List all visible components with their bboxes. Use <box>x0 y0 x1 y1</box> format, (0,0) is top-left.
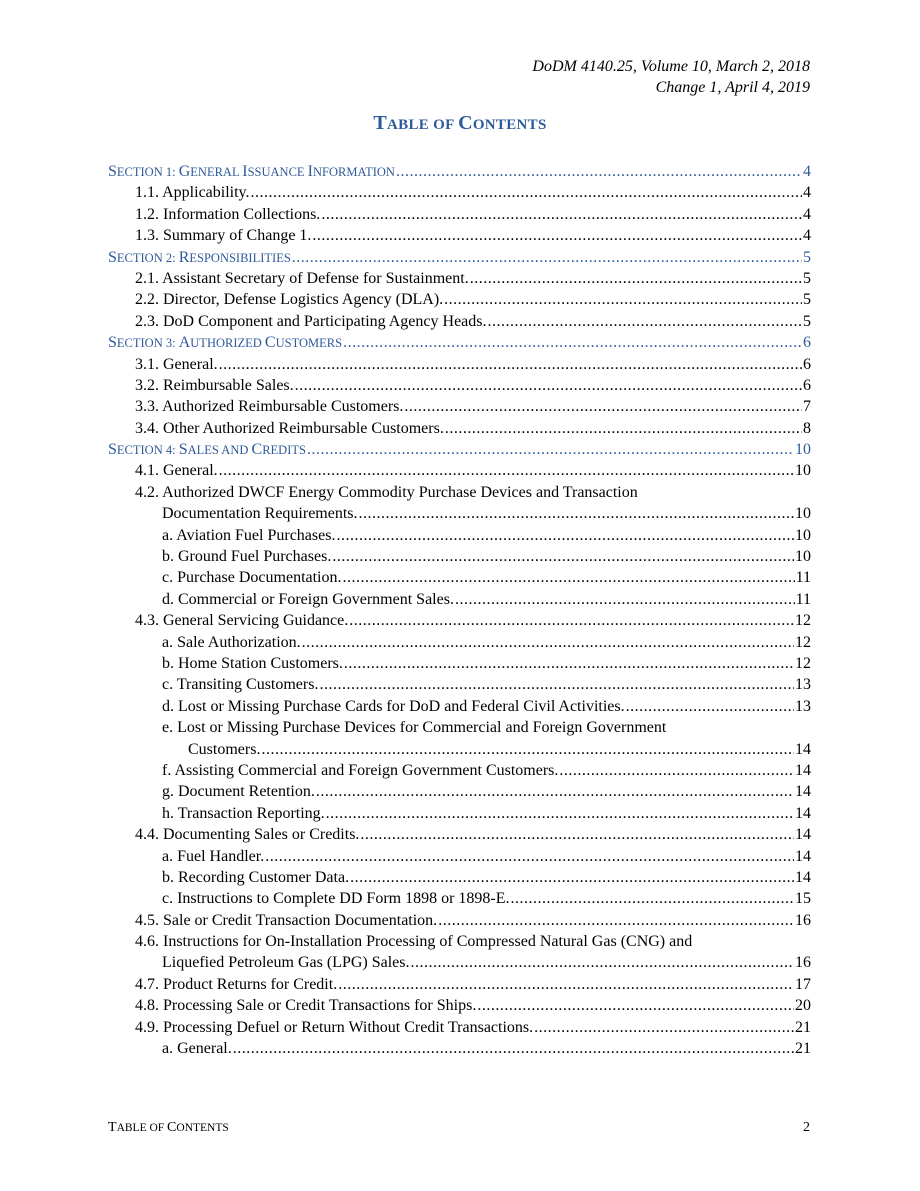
toc-entry[interactable]: 3.4. Other Authorized Reimbursable Customers. ..... 8 <box>108 420 811 441</box>
toc-entry[interactable]: a. Fuel Handler. ..... 14 <box>108 848 811 869</box>
toc-entry[interactable]: b. Recording Customer Data. ..... 14 <box>108 869 811 890</box>
page-title: TABLE OF CONTENTS <box>373 112 547 134</box>
toc-entry[interactable]: 2.3. DoD Component and Participating Agency Heads. ..... 5 <box>108 313 811 334</box>
header-doc-id: DoDM 4140.25, Volume 10, March 2, 2018 <box>532 58 810 75</box>
toc-section-1[interactable]: SECTION 1: GENERAL ISSUANCE INFORMATION ..... 4 <box>108 163 811 184</box>
toc-entry[interactable]: 4.1. General. ..... 10 <box>108 462 811 483</box>
toc-entry[interactable]: 4.4. Documenting Sales or Credits. ..... 14 <box>108 826 811 847</box>
header-change: Change 1, April 4, 2019 <box>655 79 810 96</box>
toc-entry[interactable]: b. Home Station Customers. ..... 12 <box>108 655 811 676</box>
toc-entry-continued[interactable]: Liquefied Petroleum Gas (LPG) Sales. ..... 16 <box>108 954 811 975</box>
toc-entry[interactable]: 4.2. Authorized DWCF Energy Commodity Purchase Devices and Transaction <box>135 483 638 501</box>
toc-entry-continued[interactable]: Documentation Requirements. ..... 10 <box>108 505 811 526</box>
toc-entry[interactable]: c. Purchase Documentation. ..... 11 <box>108 569 811 590</box>
toc-entry[interactable]: f. Assisting Commercial and Foreign Government Customers. ..... 14 <box>108 762 811 783</box>
toc-entry[interactable]: 4.6. Instructions for On-Installation Processing of Compressed Natural Gas (CNG) and <box>135 933 693 951</box>
toc-entry[interactable]: d. Lost or Missing Purchase Cards for DoD and Federal Civil Activities. ..... 13 <box>108 698 811 719</box>
toc-entry[interactable]: 4.9. Processing Defuel or Return Without Credit Transactions. ..... 21 <box>108 1019 811 1040</box>
toc-entry[interactable]: h. Transaction Reporting. ..... 14 <box>108 805 811 826</box>
toc-entry[interactable]: 3.3. Authorized Reimbursable Customers. ..... 7 <box>108 398 811 419</box>
toc-entry[interactable]: a. Sale Authorization. ..... 12 <box>108 634 811 655</box>
toc-entry[interactable]: e. Lost or Missing Purchase Devices for Commercial and Foreign Government <box>162 719 667 737</box>
toc-entry-continued[interactable]: Customers. ..... 14 <box>108 741 811 762</box>
document-header <box>532 56 810 98</box>
toc-section-3[interactable]: SECTION 3: AUTHORIZED CUSTOMERS ..... 6 <box>108 334 811 355</box>
toc-entry[interactable]: a. General. ..... 21 <box>108 1040 811 1061</box>
toc-entry[interactable]: 1.1. Applicability. ..... 4 <box>108 184 811 205</box>
toc-section-4[interactable]: SECTION 4: SALES AND CREDITS ..... 10 <box>108 441 811 462</box>
toc-entry[interactable]: c. Transiting Customers. ..... 13 <box>108 676 811 697</box>
toc-entry[interactable]: 4.3. General Servicing Guidance. ..... 12 <box>108 612 811 633</box>
toc-entry[interactable]: a. Aviation Fuel Purchases. ..... 10 <box>108 527 811 548</box>
footer-section-title: TABLE OF CONTENTS <box>108 1120 229 1135</box>
page-number: 2 <box>803 1120 810 1135</box>
toc-entry[interactable]: 4.5. Sale or Credit Transaction Documentation. ..... 16 <box>108 912 811 933</box>
toc-entry[interactable]: b. Ground Fuel Purchases. ..... 10 <box>108 548 811 569</box>
toc-entry[interactable]: 4.8. Processing Sale or Credit Transactions for Ships. ..... 20 <box>108 997 811 1018</box>
toc-entry[interactable]: 2.1. Assistant Secretary of Defense for Sustainment. ..... 5 <box>108 270 811 291</box>
toc-entry[interactable]: c. Instructions to Complete DD Form 1898 or 1898-E. ..... 15 <box>108 890 811 911</box>
toc-entry[interactable]: 1.2. Information Collections. ..... 4 <box>108 206 811 227</box>
toc-entry[interactable]: 2.2. Director, Defense Logistics Agency (DLA). ..... 5 <box>108 291 811 312</box>
toc-entry[interactable]: 1.3. Summary of Change 1. ..... 4 <box>108 227 811 248</box>
table-of-contents <box>108 163 811 1061</box>
toc-section-2[interactable]: SECTION 2: RESPONSIBILITIES ..... 5 <box>108 249 811 270</box>
page-footer <box>108 1120 810 1136</box>
toc-entry[interactable]: d. Commercial or Foreign Government Sales. ..... 11 <box>108 591 811 612</box>
toc-entry[interactable]: 4.7. Product Returns for Credit. ..... 17 <box>108 976 811 997</box>
toc-entry[interactable]: g. Document Retention. ..... 14 <box>108 783 811 804</box>
toc-entry[interactable]: 3.1. General. ..... 6 <box>108 356 811 377</box>
toc-entry[interactable]: 3.2. Reimbursable Sales. ..... 6 <box>108 377 811 398</box>
